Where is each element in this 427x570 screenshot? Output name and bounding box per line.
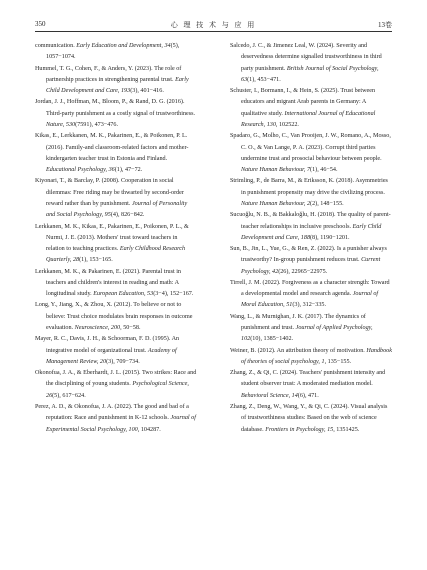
reference-entry: Mayer, R. C., Davis, J. H., & Schoorman, F. D. (1995). An integrative model of organizational trust. Academy of Management Review, 20(3), 709−734. <box>35 336 180 365</box>
reference-entry: Lerkkanen, M. K., & Pakarinen, E. (2021). Parental trust in teachers and children's interest in reading and math: A longitudinal study. European Education, 53(3−4), 152−167. <box>35 268 194 298</box>
reference-entry: Sun, B., Jin, L., Yue, G., & Ren, Z. (2022). Is a punisher always trustworthy? In-group punishment reduces trust. Current Psychology, 42(26), 22965−22975. <box>230 246 387 275</box>
reference-entry: Tirrell, J. M. (2022). Forgiveness as a character strength: Toward a developmental model and research agenda. Journal of Moral Education, 51(3), 312−335. <box>230 279 390 309</box>
journal-title: 心 理 技 术 与 应 用 <box>170 21 257 29</box>
reference-entry: Long, Y., Jiang, X., & Zhou, X. (2012). To believe or not to believe: Trust choice modulates brain responses in outcome evaluation. Neuroscience, 200, 50−58. <box>35 302 193 332</box>
reference-entry: Weiner, B. (2012). An attribution theory of motivation. Handbook of theories of social psychology, 1, 135−155. <box>230 347 392 365</box>
reference-entry: Strimling, P., de Barra, M., & Eriksson, K. (2018). Asymmetries in punishment propensity may drive the civilizing process. Nature Human Behaviour, 2(2), 148−155. <box>230 178 388 207</box>
reference-entry: Kiyonari, T., & Barclay, P. (2008). Cooperation in social dilemmas: Free riding may be thwarted by second-order reward rather than by punishment. Journal of Personality and Social Psychology, 95(4), 826−842. <box>35 178 188 219</box>
reference-column-right <box>230 41 392 436</box>
reference-entry: Zhang, Z., & Qi, C. (2024). Teachers' punishment intensity and student observer trust: A moderated mediation model. Behavioral Science, 14(6), 471. <box>230 370 386 399</box>
reference-entry: Perez, A. D., & Okonofua, J. A. (2022). The good and bad of a reputation: Race and punishment in K-12 schools. Journal of Experimental Social Psychology, 100, 104287. <box>35 404 196 433</box>
reference-entry: Kikas, E., Lerkkanen, M. K., Pakarinen, E., & Poikonen, P. L. (2016). Family-and classroom-related factors and mother-kindergarten teacher trust in Estonia and Finland. Educational Psychology, 36(1), 47−72. <box>35 133 189 174</box>
reference-entry: Spadaro, G., Molho, C., Van Prooijen, J. W., Romano, A., Mosso, C. O., & Van Lange, P. A. (2023). Corrupt third parties undermine trust and prosocial behaviour between people. Nature Human Behaviour, 7(1), 46−54. <box>230 133 391 174</box>
reference-entry: Okonofua, J. A., & Eberhardt, J. L. (2015). Two strikes: Race and the disciplining of young students. Psychological Science, 26(5), 617−624. <box>35 370 197 399</box>
reference-entry: Schuster, I., Bormann, I., & Hein, S. (2025). Trust between educators and migrant Arab parents in Germany: A qualitative study. International Journal of Educational Research, 130, 102522. <box>230 88 376 128</box>
page-number: 350 <box>35 20 46 28</box>
reference-entry: Sucuoğlu, N. B., & Bakkaloğlu, H. (2018). The quality of parent-teacher relationships in inclusive preschools. Early Child Development and Care, 188(8), 1190−1201. <box>230 212 391 241</box>
reference-entry: communication. Early Education and Development, 34(5), 1057−1074. <box>35 43 180 61</box>
running-header <box>35 17 392 31</box>
header-rule <box>35 31 392 32</box>
reference-entry: Salcedo, J. C., & Jimenez Leal, W. (2024). Severity and deservedness determine signalled trustworthiness in third party punishment. British Journal of Social Psychology, 63(1), 453−471. <box>230 43 382 83</box>
volume-label: 13卷 <box>378 21 392 29</box>
reference-entry: Hummel, T. G., Cohen, F., & Anders, Y. (2023). The role of partnership practices in strengthening parental trust. Early Child Development and Care, 193(3), 401−416. <box>35 65 189 95</box>
reference-entry: Jordan, J. J., Hoffman, M., Bloom, P., & Rand, D. G. (2016). Third-party punishment as a costly signal of trustworthiness. Nature, 530(7591), 473−476. <box>35 99 196 128</box>
reference-column-left <box>35 41 197 436</box>
reference-entry: Zhang, Z., Deng, W., Wang, Y., & Qi, C. (2024). Visual analysis of trustworthiness studies: Based on the web of science database. Frontiers in Psychology, 15, 1351425. <box>230 404 388 433</box>
reference-entry: Wang, L., & Murnighan, J. K. (2017). The dynamics of punishment and trust. Journal of Applied Psychology, 102(10), 1385−1402. <box>230 313 373 343</box>
reference-entry: Lerkkanen, M. K., Kikas, E., Pakarinen, E., Poikonen, P. L., & Nurmi, J. E. (2013). Mothers' trust toward teachers in relation to teaching practices. Early Childhood Research Quarterly, 28(1), 153−165. <box>35 223 189 264</box>
